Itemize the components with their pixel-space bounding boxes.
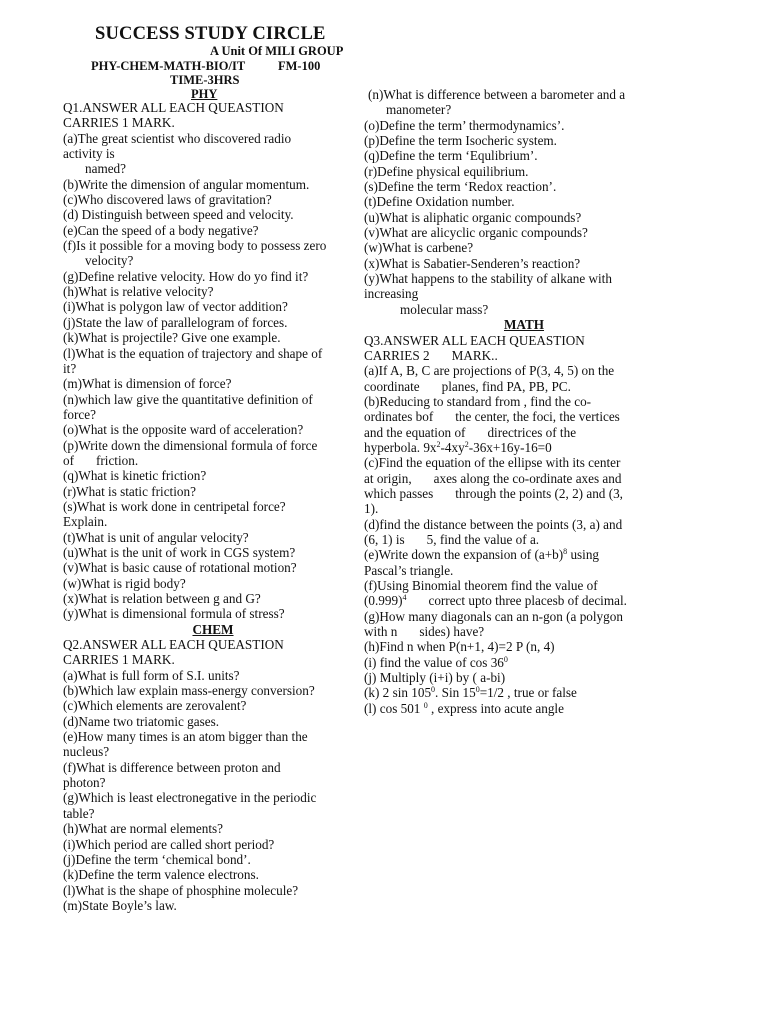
math-question-part: . Sin 15	[435, 685, 476, 701]
chem-question: (g)Which is least electronegative in the periodic	[63, 790, 317, 806]
math-superscript: 2	[464, 439, 469, 449]
chem-question: (b)Which law explain mass-energy conversion?	[63, 683, 315, 699]
phy-question: (f)Is it possible for a moving body to possess zero	[63, 238, 327, 254]
chem-question: (m)State Boyle’s law.	[63, 897, 177, 913]
phy-question: (j)State the law of parallelogram of forces.	[63, 314, 288, 330]
chem-question: (j)Define the term ‘chemical bond’.	[63, 851, 251, 867]
chem-question: (n)What is difference between a barometer and a	[368, 87, 626, 102]
chem-question: (w)What is carbene?	[364, 240, 474, 256]
math-instruction: Q3.ANSWER ALL EACH QUEASTION	[364, 332, 585, 348]
phy-question: (b)Write the dimension of angular momentum.	[63, 176, 310, 192]
chem-question: (k)Define the term valence electrons.	[63, 867, 259, 883]
chem-question: (o)Define the term’ thermodynamics’.	[364, 117, 565, 133]
chem-question: (y)What happens to the stability of alkane with	[364, 271, 612, 287]
math-instruction-part: MARK..	[451, 347, 498, 363]
left-column	[63, 100, 363, 913]
phy-question: (s)What is work done in centripetal force?	[63, 498, 286, 514]
section-heading-chem: CHEM	[192, 621, 234, 637]
chem-question: (x)What is Sabatier-Senderen’s reaction?	[364, 255, 581, 271]
time-line: TIME-3HRS	[170, 73, 240, 87]
math-question-part: with n	[364, 624, 398, 640]
math-question	[364, 685, 660, 700]
chem-question: photon?	[63, 775, 106, 791]
math-question-part: (e)Write down the expansion of (a+b)	[364, 547, 564, 563]
math-question	[364, 532, 660, 547]
phy-question: (r)What is static friction?	[63, 483, 196, 499]
chem-question: (t)Define Oxidation number.	[364, 194, 515, 210]
right-column	[364, 87, 660, 716]
math-question-part: (0.999)	[364, 593, 403, 609]
math-question-part: directrices of the	[487, 424, 577, 440]
math-question: (j) Multiply (i+i) by ( a-bi)	[364, 670, 506, 686]
math-instruction	[364, 348, 660, 363]
section-heading-math: MATH	[503, 317, 545, 333]
phy-question: activity is	[63, 146, 115, 162]
phy-question: (c)Who discovered laws of gravitation?	[63, 192, 272, 208]
math-question	[364, 486, 660, 501]
math-question: Pascal’s triangle.	[364, 562, 454, 578]
phy-question: force?	[63, 406, 96, 422]
subjects-line: PHY-CHEM-MATH-BIO/IT	[91, 59, 246, 73]
chem-question: (c)Which elements are zerovalent?	[63, 698, 247, 714]
math-question-part: at origin,	[364, 470, 412, 486]
chem-question: (u)What is aliphatic organic compounds?	[364, 209, 582, 225]
math-question-part: sides) have?	[419, 624, 485, 640]
phy-question: named?	[85, 161, 127, 177]
chem-question: manometer?	[386, 102, 452, 118]
math-question-part: 5, find the value of a.	[426, 531, 540, 547]
phy-question-part: of	[63, 452, 74, 468]
math-question-part: axes along the co-ordinate axes and	[433, 470, 622, 486]
section-heading-phy: PHY	[191, 87, 218, 101]
math-question	[364, 655, 660, 670]
phy-question: (d) Distinguish between speed and velocity.	[63, 207, 294, 223]
chem-question: (d)Name two triatomic gases.	[63, 713, 220, 729]
math-superscript: 2	[436, 439, 441, 449]
math-question-part: and the equation of	[364, 424, 466, 440]
math-instruction-part: CARRIES 2	[364, 347, 430, 363]
chem-question: (i)Which period are called short period?	[63, 836, 275, 852]
chem-question: nucleus?	[63, 744, 110, 760]
math-question-part: which passes	[364, 485, 434, 501]
math-question-part: the center, the foci, the vertices	[455, 409, 620, 425]
math-question-part: ordinates bof	[364, 409, 434, 425]
phy-question: (k)What is projectile? Give one example.	[63, 330, 281, 346]
math-question-part: through the points (2, 2) and (3,	[455, 485, 623, 501]
math-question: (c)Find the equation of the ellipse with its center	[364, 455, 621, 471]
phy-question: (y)What is dimensional formula of stress?	[63, 606, 285, 622]
math-question	[364, 425, 660, 440]
math-question: 1).	[364, 501, 379, 517]
math-question-part: using	[567, 547, 600, 563]
math-superscript: 0	[423, 700, 428, 710]
math-question: (g)How many diagonals can an n-gon (a polygon	[364, 608, 623, 624]
chem-question: increasing	[364, 286, 419, 302]
chem-question: (l)What is the shape of phosphine molecule?	[63, 882, 299, 898]
phy-question: (h)What is relative velocity?	[63, 284, 214, 300]
phy-question: (q)What is kinetic friction?	[63, 468, 207, 484]
math-question-part: -36x+16y-16=0	[468, 439, 552, 455]
institute-title: SUCCESS STUDY CIRCLE	[95, 24, 326, 44]
chem-question: (a)What is full form of S.I. units?	[63, 667, 240, 683]
math-question-part: , express into acute angle	[427, 700, 564, 716]
chem-question: (e)How many times is an atom bigger than the	[63, 729, 308, 745]
math-question	[364, 624, 660, 639]
math-question: (d)find the distance between the points (3, a) and	[364, 516, 623, 532]
math-question-part: -4xy	[440, 439, 465, 455]
phy-question: it?	[63, 360, 77, 376]
chem-instruction: CARRIES 1 MARK.	[63, 652, 175, 668]
math-superscript: 0	[503, 654, 508, 664]
phy-question: (t)What is unit of angular velocity?	[63, 529, 249, 545]
math-question: (b)Reducing to standard from , find the co-	[364, 393, 592, 409]
math-question	[364, 440, 660, 455]
math-question-part: (i) find the value of cos 36	[364, 654, 504, 670]
chem-question: (q)Define the term ‘Equlibrium’.	[364, 148, 538, 164]
math-question: (f)Using Binomial theorem find the value of	[364, 578, 598, 593]
math-superscript: 8	[563, 547, 568, 557]
full-marks: FM-100	[278, 59, 321, 73]
unit-subtitle: A Unit Of MILI GROUP	[210, 44, 344, 58]
math-question: (h)Find n when P(n+1, 4)=2 P (n, 4)	[364, 639, 555, 655]
math-superscript: 0	[431, 685, 436, 695]
phy-question: (l)What is the equation of trajectory and shape of	[63, 345, 323, 361]
math-question-part: (l) cos 501	[364, 700, 424, 716]
phy-question: Explain.	[63, 514, 108, 530]
phy-question: velocity?	[85, 253, 134, 269]
phy-instruction: CARRIES 1 MARK.	[63, 115, 175, 131]
math-question-part: correct upto three placesb of decimal.	[428, 593, 627, 609]
math-question	[364, 701, 660, 716]
phy-question: (m)What is dimension of force?	[63, 376, 232, 392]
chem-question: (h)What are normal elements?	[63, 821, 224, 837]
phy-instruction: Q1.ANSWER ALL EACH QUEASTION	[63, 100, 284, 115]
chem-question: molecular mass?	[400, 301, 489, 317]
phy-question: (i)What is polygon law of vector addition?	[63, 299, 288, 315]
phy-question: (u)What is the unit of work in CGS system?	[63, 544, 296, 560]
math-superscript: 4	[402, 593, 407, 603]
math-question-part: (k) 2 sin 105	[364, 685, 432, 701]
phy-question: (g)Define relative velocity. How do yo find it?	[63, 268, 309, 284]
phy-question: (n)which law give the quantitative definition of	[63, 391, 313, 407]
phy-question: (v)What is basic cause of rotational motion?	[63, 560, 297, 576]
math-question	[364, 379, 660, 394]
math-question-part: planes, find PA, PB, PC.	[441, 378, 571, 394]
math-question: (a)If A, B, C are projections of P(3, 4, 5) on the	[364, 363, 615, 379]
phy-question: (p)Write down the dimensional formula of force	[63, 437, 318, 453]
chem-question: (s)Define the term ‘Redox reaction’.	[364, 179, 557, 195]
math-question-part: =1/2 , true or false	[479, 685, 577, 701]
phy-question: (e)Can the speed of a body negative?	[63, 222, 259, 238]
math-superscript: 0	[475, 685, 480, 695]
math-question-part: hyperbola. 9x	[364, 439, 437, 455]
phy-question: (w)What is rigid body?	[63, 575, 186, 591]
chem-question: (v)What are alicyclic organic compounds?	[364, 225, 588, 241]
phy-question: (o)What is the opposite ward of acceleration?	[63, 422, 304, 438]
math-question	[364, 471, 660, 486]
chem-question: (f)What is difference between proton and	[63, 759, 281, 775]
chem-question: table?	[63, 805, 95, 821]
phy-question: (x)What is relation between g and G?	[63, 591, 261, 606]
math-question-part: (6, 1) is	[364, 531, 405, 547]
chem-instruction: Q2.ANSWER ALL EACH QUEASTION	[63, 637, 284, 653]
phy-question	[63, 453, 363, 468]
math-question	[364, 593, 660, 608]
math-question-part: coordinate	[364, 378, 420, 394]
chem-question: (r)Define physical equilibrium.	[364, 163, 529, 179]
phy-question: (a)The great scientist who discovered radio	[63, 130, 292, 146]
phy-question-part: friction.	[96, 452, 139, 468]
chem-question: (p)Define the term Isocheric system.	[364, 133, 557, 149]
math-question	[364, 409, 660, 424]
math-question	[364, 547, 660, 562]
